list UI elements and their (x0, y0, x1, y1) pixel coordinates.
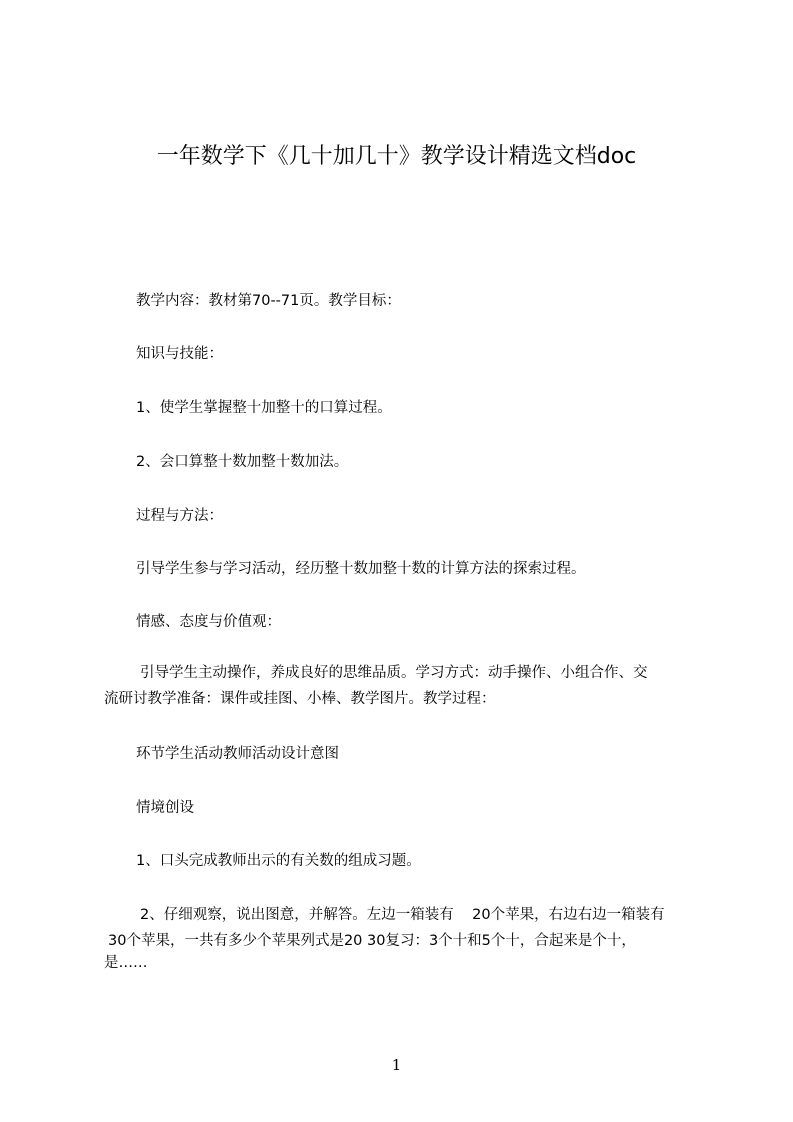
strategy-paragraph-line-2: 流研讨教学准备：课件或挂图、小棒、教学图片。教学过程： (104, 691, 496, 707)
apples-paragraph-line-2: 30个苹果，一共有多少个苹果列式是20 30复习：3个十和5个十，合起来是个十， (108, 933, 636, 949)
apples-paragraph (104, 900, 704, 978)
page-number: 1 (391, 1056, 402, 1074)
objective-1-line: 1、使学生掌握整十加整十的口算过程。 (136, 400, 392, 416)
teaching-content-line: 教学内容：教材第70--71页。教学目标： (136, 293, 401, 309)
strategy-paragraph (104, 658, 704, 714)
process-method-heading: 过程与方法： (136, 508, 223, 524)
strategy-paragraph-line-1: 引导学生主动操作，养成良好的思维品质。学习方式：动手操作、小组合作、交 (140, 665, 648, 681)
apples-paragraph-line-1: 2、仔细观察，说出图意，并解答。左边一箱装有 20个苹果，右边右边一箱装有 (140, 907, 665, 923)
page-title: 一年数学下《几十加几十》教学设计精选文档doc (156, 144, 637, 169)
attitude-values-heading: 情感、态度与价值观： (136, 614, 281, 630)
objective-2-line: 2、会口算整十数加整十数加法。 (136, 454, 349, 470)
scenario-heading: 情境创设 (136, 800, 194, 816)
apples-paragraph-line-3: 是…… (104, 955, 148, 971)
table-header-line: 环节学生活动教师活动设计意图 (136, 746, 339, 762)
process-method-line: 引导学生参与学习活动，经历整十数加整十数的计算方法的探索过程。 (136, 561, 586, 577)
exercise-1-line: 1、口头完成教师出示的有关数的组成习题。 (136, 853, 421, 869)
knowledge-skills-heading: 知识与技能： (136, 346, 223, 362)
